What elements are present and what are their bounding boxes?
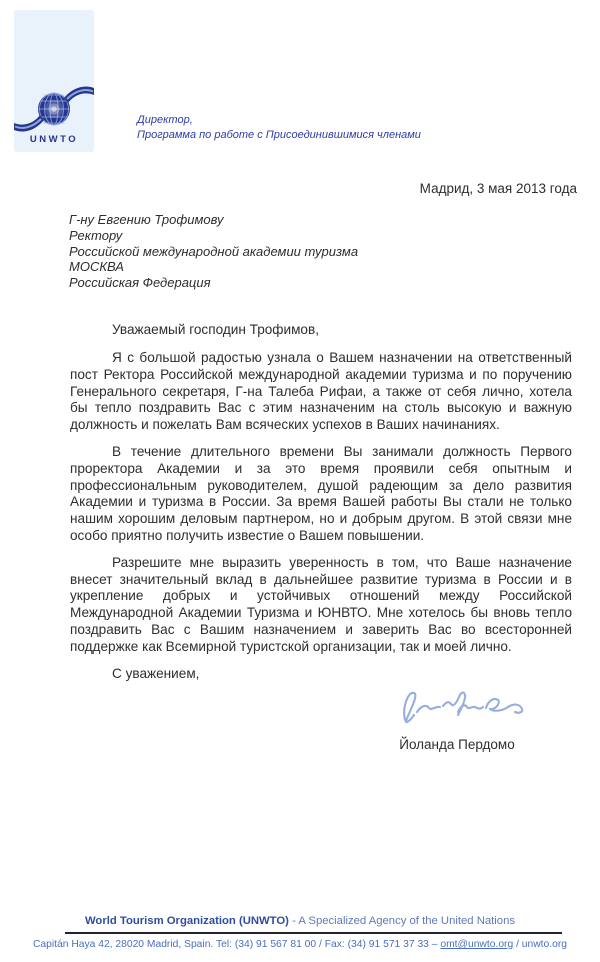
sender-role-line2: Программа по работе с Присоединившимися членами [137, 129, 421, 141]
recipient-line: Г-ну Евгению Трофимову [69, 212, 224, 227]
salutation: Уважаемый господин Трофимов, [112, 322, 319, 337]
unwto-logo-icon [14, 82, 94, 148]
email-link[interactable]: omt@unwto.org [440, 939, 514, 950]
recipient-line: Ректору [69, 227, 123, 243]
recipient-address [69, 212, 358, 291]
sender-role [137, 113, 421, 143]
signer-name: Йоланда Пердомо [399, 737, 515, 752]
body-paragraph: Разрешите мне выразить уверенность в том, что Ваше назначение внесет значительный вклад в дальнейшее развитие туризма в России и в укрепление добрых и устойчивых отношений между Российской Международной Академии Туризма и ЮНВТО. Мне хотелось бы вновь тепло поздравить Вас с Вашим назначением и заверить Вас во всесторонней поддержке как Всемирной туристской организации, так и моей лично. [70, 554, 572, 654]
body-paragraph: В течение длительного времени Вы занимали должность Первого проректора Академии и за это время проявили себя опытным и профессиональным руководителем, душой радеющим за дело развития Академии и туризма в России. За время Вашей работы Вы стали не только нашим хорошим деловым партнером, но и добрым другом. В этой связи мне особо приятно получить известие о Вашем повышении. [70, 443, 572, 543]
closing-line: С уважением, [112, 665, 200, 681]
recipient-line: Российской международной академии туризма [69, 243, 359, 259]
date-line: Мадрид, 3 мая 2013 года [419, 181, 577, 196]
body-paragraph: Я с большой радостью узнала о Вашем назначении на ответственный пост Ректора Российской международной академии туризма и по поручению Генерального секретаря, Г-на Талеба Рифаи, а также от себя лично, хотела бы тепло поздравить Вас с этим назначеним на столь высокую и важную должность и пожелать Вам всяческих успехов в Ваших начинаниях. [70, 350, 572, 433]
recipient-line: Российская Федерация [69, 275, 211, 291]
footer-address-line [0, 939, 600, 950]
footer-divider [65, 932, 562, 934]
letterhead [14, 10, 94, 152]
footer-org-line [0, 915, 600, 927]
footer-org-name: World Tourism Organization (UNWTO) [84, 915, 289, 927]
letter-body [70, 350, 572, 692]
footer-website-text: / unwto.org [513, 939, 568, 950]
sender-role-line1: Директор, [137, 114, 193, 126]
signature-handwriting [396, 684, 528, 726]
footer-org-tagline: - A Specialized Agency of the United Nations [288, 915, 516, 927]
recipient-line: МОСКВА [69, 259, 124, 275]
footer-address-text: Capitán Haya 42, 28020 Madrid, Spain. Tel: (34) 91 567 81 00 / Fax: (34) 91 571 37 33 – [32, 939, 441, 950]
logo-acronym: UNWTO [29, 134, 79, 145]
